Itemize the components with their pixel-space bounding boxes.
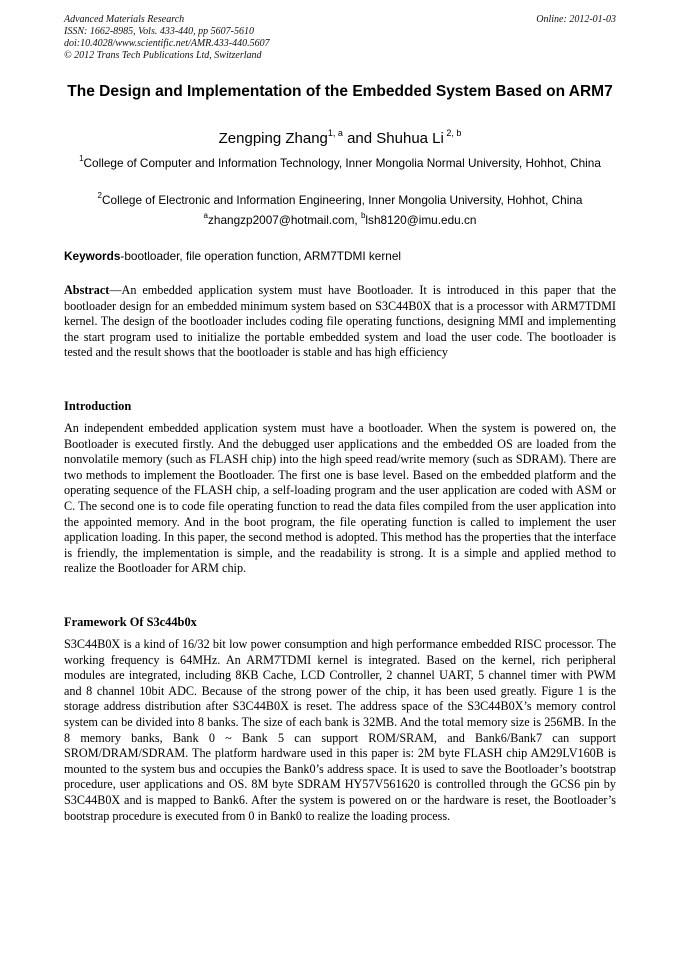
affiliation-1 <box>64 156 616 171</box>
affiliation-1-sup: 1 <box>79 154 84 164</box>
keywords-label: Keywords <box>64 249 121 263</box>
author-1-name: Zengping Zhang <box>218 130 328 147</box>
author-2-name: Shuhua Li <box>376 130 444 147</box>
doi-line[interactable]: doi:10.4028/www.scientific.net/AMR.433-440.5607 <box>64 38 270 49</box>
journal-header <box>64 14 616 62</box>
section-heading-framework: Framework Of S3c44b0x <box>64 615 197 629</box>
paper-title: The Design and Implementation of the Embedded System Based on ARM7 <box>67 83 613 100</box>
email-a-sup: a <box>203 211 208 221</box>
affiliation-2 <box>64 193 616 208</box>
keywords-text: -bootloader, file operation function, ARM7TDMI kernel <box>120 249 402 263</box>
abstract-label: Abstract <box>64 283 110 297</box>
affiliation-1-text: College of Computer and Information Technology, Inner Mongolia Normal University, Hohhot, China <box>83 156 601 170</box>
abstract-text: —An embedded application system must have Bootloader. It is introduced in this paper that the bootloader design for an embedded minimum system based on S3C44B0X that is a processor with ARM7TDMI kernel. The design of the bootloader includes coding file operating functions, designing MMI and implementing the start program used to initialize the portable embedded system and load the user code. The bootloader is tested and the result shows that the bootloader is stable and has high efficiency <box>64 283 616 360</box>
copyright-line: © 2012 Trans Tech Publications Ltd, Switzerland <box>64 50 262 61</box>
author-1-sup: 1, a <box>327 128 343 138</box>
framework-paragraph: S3C44B0X is a kind of 16/32 bit low power consumption and high performance embedded RISC processor. The working frequency is 64MHz. An ARM7TDMI kernel is integrated. Based on the kernel, rich peripheral modules are integrated, including 8KB Cache, LCD Controller, 2 channel UART, 5 channel timer with PWM and 8 channel 10bit ADC. Because of the strong power of the chip, it has been used greatly. Figure 1 is the storage address distribution after S3C44B0X is reset. The address space of the S3C44B0X’s memory control system can be divided into 8 banks. The size of each bank is 32MB. And the total memory size is 256MB. In the 8 memory banks, Bank 0 ~ Bank 5 can support ROM/SRAM, and Bank6/Bank7 can support SROM/DRAM/SDRAM. The platform hardware used in this paper is: 2M byte FLASH chip AM29LV160B is mounted to the system bus and occupies the Bank0’s address space. It is used to save the Bootloader’s bootstrap procedure, user applications and OS. 8M byte SDRAM HY57V561620 is controlled through the GCS6 pin by S3C44B0X and is mapped to Bank6. After the system is powered on or the hardware is reset, the Bootloader’s bootstrap procedure is executed from 0 in Bank0 to realize the loading process. <box>64 637 616 823</box>
affiliation-2-text: College of Electronic and Information Engineering, Inner Mongolia University, Hohhot, China <box>102 193 583 207</box>
email-a[interactable]: zhangzp2007@hotmail.com, <box>208 213 361 227</box>
email-line <box>64 213 616 228</box>
section-heading-introduction: Introduction <box>64 399 132 413</box>
online-date: Online: 2012-01-03 <box>536 14 616 25</box>
author-2-sup: 2, b <box>443 128 462 138</box>
email-b-sup: b <box>360 211 366 221</box>
abstract <box>64 283 616 361</box>
keywords <box>64 249 616 264</box>
affiliation-2-sup: 2 <box>97 191 102 201</box>
journal-name: Advanced Materials Research <box>64 14 185 25</box>
author-line <box>64 129 616 149</box>
author-and: and <box>342 130 377 147</box>
introduction-paragraph: An independent embedded application system must have a bootloader. When the system is powered on, the Bootloader is executed firstly. And the debugged user applications and the embedded OS are loaded from the nonvolatile memory (such as FLASH chip) into the high speed read/write memory (such as SDRAM). There are two methods to implement the Bootloader. The first one is base level. Based on the embedded platform and the operating sequence of the FLASH chip, a self-loading program and the user application are coded with ASM or C. The second one is to code file operating function to read the data files compiled from the user application into the appointed memory. And in the boot program, the file operating function is called to implement the user application loading. In this paper, the second method is adopted. This method has the properties that the interface is friendly, the implementation is simple, and the readability is strong. It is a simple and applied method to realize the Bootloader for ARM chip. <box>64 421 616 576</box>
issn-line: ISSN: 1662-8985, Vols. 433-440, pp 5607-5610 <box>64 26 254 37</box>
email-b[interactable]: lsh8120@imu.edu.cn <box>365 213 477 227</box>
